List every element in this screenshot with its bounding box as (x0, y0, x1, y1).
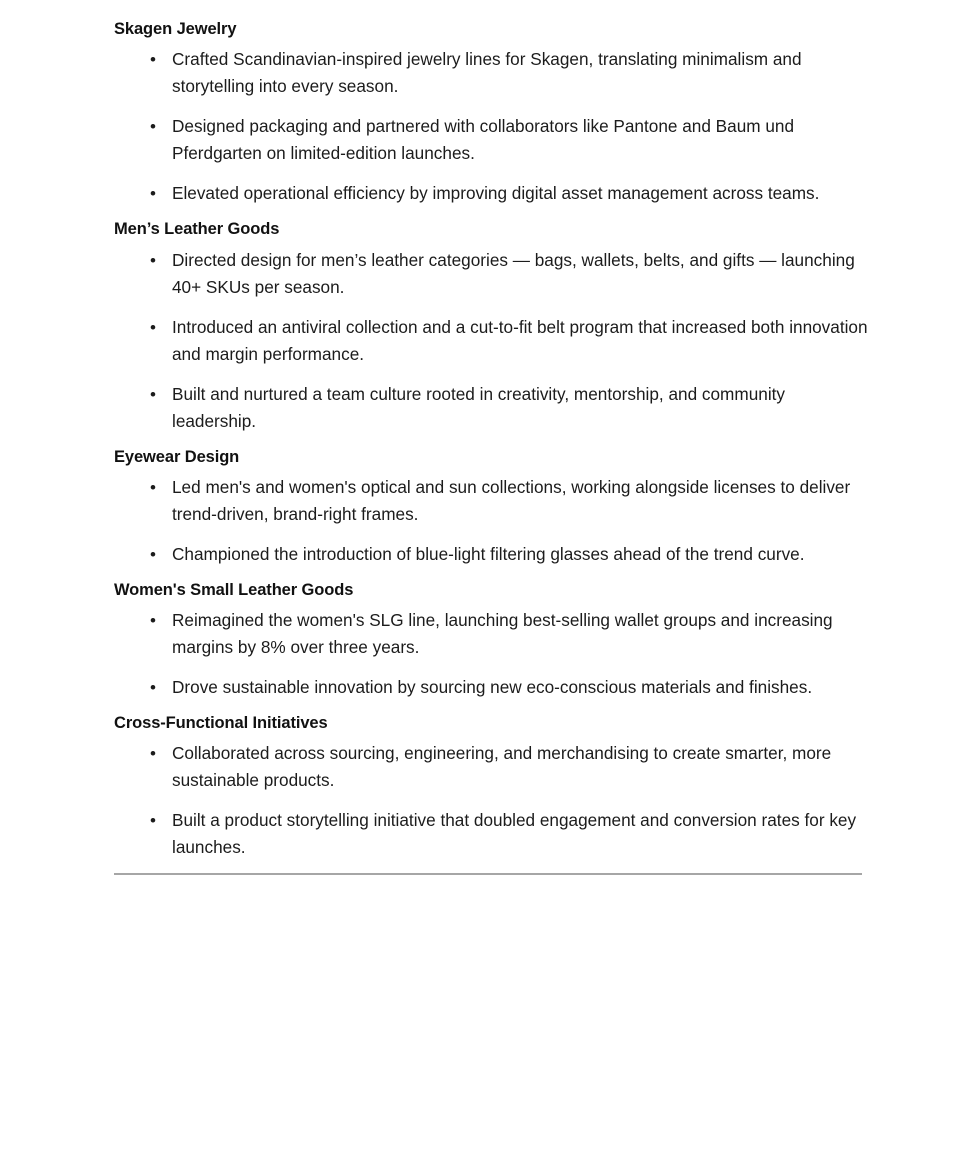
list-item-text: Collaborated across sourcing, engineering, and merchandising to create smarter, more sustainable products. (172, 743, 832, 791)
resume-section (114, 218, 868, 434)
list-item (114, 314, 868, 368)
list-item (114, 381, 868, 435)
resume-section (114, 18, 868, 207)
list-item (114, 474, 868, 528)
list-item (114, 113, 868, 167)
list-item (114, 46, 868, 100)
list-item-text: Introduced an antiviral collection and a cut-to-fit belt program that increased both innovation and margin performance. (172, 316, 868, 364)
list-item-text: Elevated operational efficiency by improving digital asset management across teams. (172, 183, 820, 204)
list-item (114, 807, 868, 861)
bullet-point-icon: • (150, 611, 156, 631)
list-item-text: Built a product storytelling initiative that doubled engagement and conversion rates for key launches. (172, 810, 857, 858)
bullet-point-icon: • (150, 544, 156, 564)
bullet-list (114, 607, 868, 701)
resume-section (114, 579, 868, 701)
resume-section (114, 712, 868, 861)
list-item-text: Directed design for men’s leather categories — bags, wallets, belts, and gifts — launching 40+ SKUs per season. (172, 249, 855, 297)
resume-section (114, 446, 868, 568)
list-item-text: Led men's and women's optical and sun collections, working alongside licenses to deliver trend-driven, brand-right frames. (172, 476, 851, 524)
list-item-text: Built and nurtured a team culture rooted in creativity, mentorship, and community leadership. (172, 383, 786, 431)
section-heading: Women's Small Leather Goods (114, 580, 354, 599)
list-item (114, 674, 868, 701)
bullet-list (114, 46, 868, 207)
section-heading: Skagen Jewelry (114, 20, 237, 38)
bullet-list (114, 247, 868, 435)
bullet-point-icon: • (150, 50, 156, 70)
list-item (114, 740, 868, 794)
bullet-point-icon: • (150, 678, 156, 698)
bullet-list (114, 740, 868, 861)
list-item-text: Drove sustainable innovation by sourcing new eco-conscious materials and finishes. (172, 677, 813, 698)
list-item-text: Championed the introduction of blue-light filtering glasses ahead of the trend curve. (172, 543, 805, 564)
page-footer-whitespace (0, 875, 978, 1005)
list-item (114, 180, 868, 207)
list-item (114, 247, 868, 301)
bullet-point-icon: • (150, 811, 156, 831)
document-content (0, 18, 978, 861)
bullet-point-icon: • (150, 250, 156, 270)
bullet-list (114, 474, 868, 568)
list-item (114, 607, 868, 661)
bullet-point-icon: • (150, 117, 156, 137)
list-item (114, 541, 868, 568)
section-heading: Men’s Leather Goods (114, 220, 280, 239)
bullet-point-icon: • (150, 477, 156, 497)
bullet-point-icon: • (150, 317, 156, 337)
list-item-text: Reimagined the women's SLG line, launching best-selling wallet groups and increasing margins by 8% over three years. (172, 610, 833, 658)
list-item-text: Crafted Scandinavian-inspired jewelry lines for Skagen, translating minimalism and storytelling into every season. (172, 49, 802, 97)
bullet-point-icon: • (150, 184, 156, 204)
section-heading: Eyewear Design (114, 447, 240, 466)
section-heading: Cross-Functional Initiatives (114, 714, 328, 733)
bullet-point-icon: • (150, 384, 156, 404)
list-item-text: Designed packaging and partnered with collaborators like Pantone and Baum und Pferdgarten on limited-edition launches. (172, 116, 795, 164)
bullet-point-icon: • (150, 744, 156, 764)
